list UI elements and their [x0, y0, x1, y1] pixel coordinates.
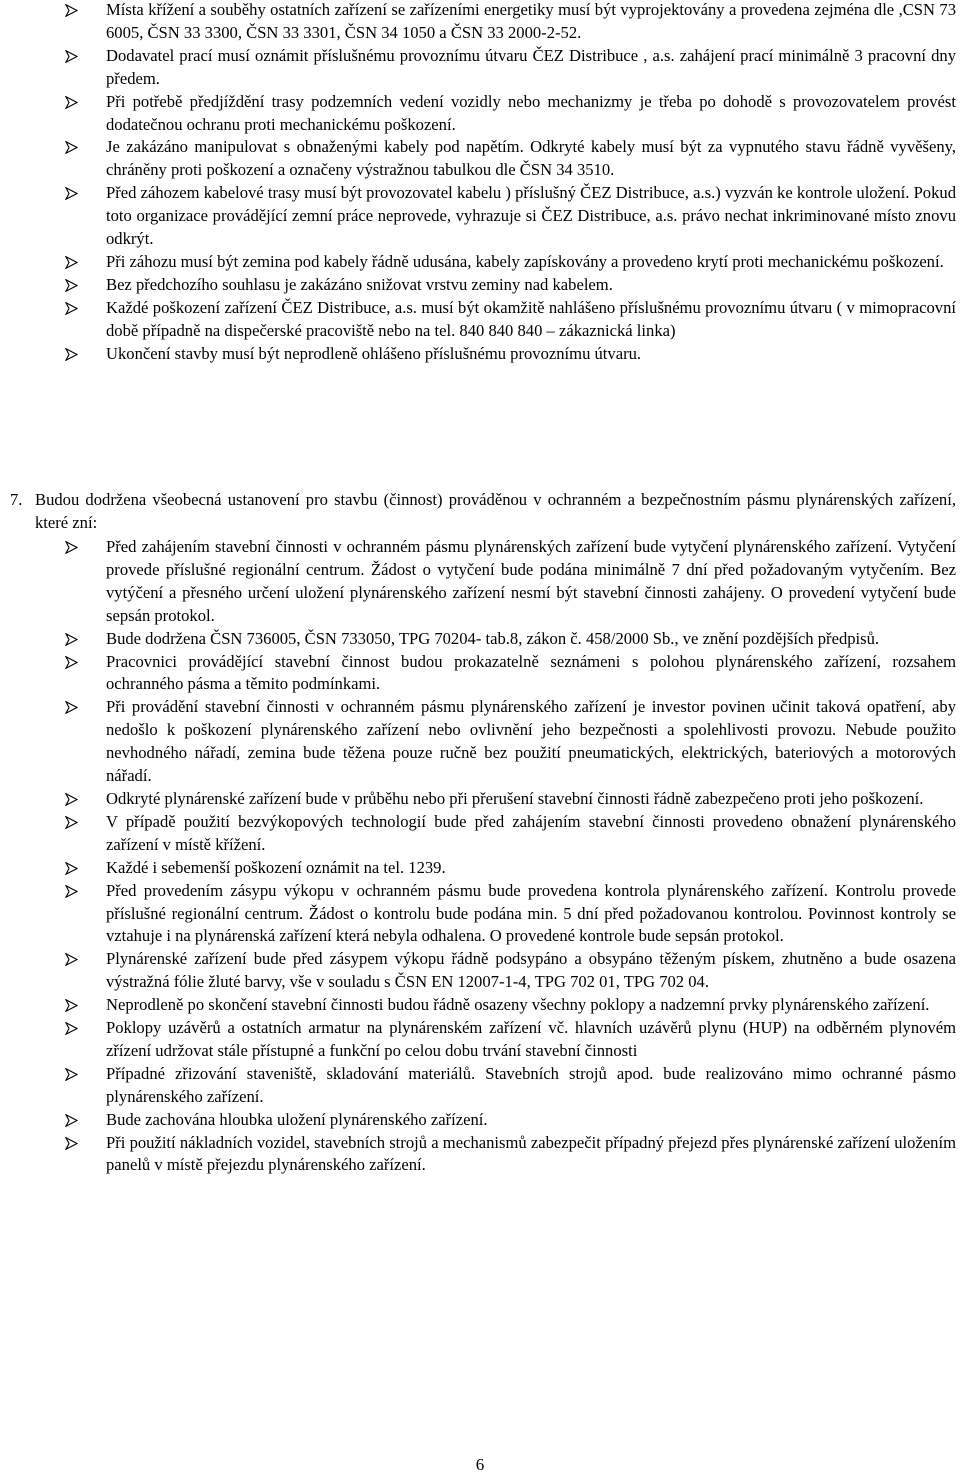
- list-item-text: Případné zřizování staveniště, skladování materiálů. Stavebních strojů apod. bude realizováno mimo ochranné pásmo plynárenského zařízení.: [106, 1063, 956, 1106]
- list-item-text: Pracovnici provádějící stavební činnost budou prokazatelně seznámeni s polohou plynárenského zařízení, rozsahem ochranného pásma a těmito podmínkami.: [106, 651, 956, 694]
- list-item-text: Bude zachována hloubka uložení plynárenského zařízení.: [106, 1109, 488, 1129]
- list-item-text: Bez předchozího souhlasu je zakázáno snižovat vrstvu zeminy nad kabelem.: [106, 274, 613, 294]
- list-item-text: Poklopy uzávěrů a ostatních armatur na plynárenském zařízení vč. hlavních uzávěrů plynu (HUP) na odběrném plynovém zřízení udržovat stále přístupné a funkční po celou dobu trvání stavební činnosti: [106, 1018, 956, 1060]
- arrowhead-bullet-icon: [65, 256, 78, 269]
- list-item-text: Bude dodržena ČSN 736005, ČSN 733050, TPG 70204- tab.8, zákon č. 458/2000 Sb., ve znění pozdějších předpisů.: [106, 628, 880, 648]
- arrowhead-bullet-icon: [65, 885, 78, 898]
- list-item-text: Každé i sebemenší poškození oznámit na tel. 1239.: [106, 857, 446, 877]
- arrowhead-bullet-icon: [65, 1137, 78, 1150]
- list-item-text: Při provádění stavební činnosti v ochranném pásmu plynárenského zařízení je investor povinen učinit taková opatření, aby nedošlo k poškození plynárenského zařízení nebo ovlivnění jeho bezpečnosti a spolehlivosti provozu. Nebude použito nevhodného nářadí, zemina bude těžena pouze ručně bez použití pneumatických, elektrických, bateriových a motorových nářadí.: [106, 697, 956, 786]
- list-item: [65, 857, 956, 880]
- list-item: [65, 811, 956, 857]
- list-item: [65, 1109, 956, 1132]
- arrowhead-bullet-icon: [65, 999, 78, 1012]
- arrowhead-bullet-icon: [65, 816, 78, 829]
- list-item: [65, 251, 956, 274]
- list-item-text: Je zakázáno manipulovat s obnaženými kabely pod napětím. Odkryté kabely musí být za vypnutého stavu řádně vyvěšeny, chráněny proti poškození a označeny výstražnou tabulkou dle ČSN 34 3510.: [106, 137, 956, 180]
- list-item-text: Před záhozem kabelové trasy musí být provozovatel kabelu ) příslušný ČEZ Distribuce, a.s.) vyzván ke kontrole uložení. Pokud toto organizace provádějící zemní práce neprovede, vyhrazuje si ČEZ Distribuce, a.s. právo nechat inkriminované místo znovu odkrýt.: [106, 183, 956, 249]
- list-item: [65, 45, 956, 91]
- list-item: [65, 1017, 956, 1063]
- list-item: [65, 136, 956, 182]
- list-item: [65, 91, 956, 137]
- arrowhead-bullet-icon: [65, 1114, 78, 1127]
- page-number: 6: [475, 1455, 485, 1474]
- list-item-text: Každé poškození zařízení ČEZ Distribuce, a.s. musí být okamžitě nahlášeno příslušnému provoznímu útvaru ( v mimopracovní době případně na dispečerské pracoviště nebo na tel. 840 840 840 – zákaznická linka): [106, 297, 956, 340]
- item-number: 7.: [10, 490, 23, 509]
- list-item-text: Místa křížení a souběhy ostatních zařízení se zařízeními energetiky musí být vyprojektovány a provedena zejména dle ,CSN 73 6005, ČSN 33 3300, ČSN 33 3301, ČSN 34 1050 a ČSN 33 2000-2-52.: [106, 0, 956, 42]
- arrowhead-bullet-icon: [65, 279, 78, 292]
- list-item: [65, 297, 956, 343]
- arrowhead-bullet-icon: [65, 302, 78, 315]
- list-item-text: Dodavatel prací musí oznámit příslušnému provoznímu útvaru ČEZ Distribuce , a.s. zahájení prací minimálně 3 pracovní dny předem.: [106, 45, 956, 88]
- list-item: [65, 880, 956, 949]
- list-item-text: Před provedením zásypu výkopu v ochranném pásmu bude provedena kontrola plynárenského zařízení. Kontrolu provede příslušné regionální centrum. Žádost o kontrolu bude podána min. 5 dní před požadovanou kontrolou. Povinnost kontroly se vztahuje i na plynárenská zařízení která nebyla odhalena. O provedené kontrole bude sepsán protokol.: [106, 880, 956, 946]
- list-item: [65, 274, 956, 297]
- list-item-text: V případě použití bezvýkopových technologií bude před zahájením stavební činnosti provedeno obnažení plynárenského zařízení v místě křížení.: [106, 811, 956, 854]
- list-item: [65, 1132, 956, 1178]
- arrowhead-bullet-icon: [65, 96, 78, 109]
- list-item: [65, 0, 956, 45]
- list-item-text: Před zahájením stavební činnosti v ochranném pásmu plynárenských zařízení bude vytyčení plynárenského zařízení. Vytyčení provede příslušné regionální centrum. Žádost o vytyčení bude podána minimálně 7 dní před požadovaným vytyčením. Bez vytýčení a přesného určení uložení plynárenského zařízení nesmí být stavební činnosti zahájeny. O provedení vytyčení bude sepsán protokol.: [106, 537, 956, 625]
- arrowhead-bullet-icon: [65, 793, 78, 806]
- arrowhead-bullet-icon: [65, 541, 78, 554]
- arrowhead-bullet-icon: [65, 348, 78, 361]
- list-item: [65, 182, 956, 251]
- arrowhead-bullet-icon: [65, 633, 78, 646]
- arrowhead-bullet-icon: [65, 141, 78, 154]
- list-item: [65, 696, 956, 788]
- arrowhead-bullet-icon: [65, 1022, 78, 1035]
- list-item: [65, 994, 956, 1017]
- arrowhead-bullet-icon: [65, 701, 78, 714]
- list-item: [65, 536, 956, 628]
- arrowhead-bullet-icon: [65, 656, 78, 669]
- arrowhead-bullet-icon: [65, 953, 78, 966]
- list-item-text: Při použití nákladních vozidel, stavebních strojů a mechanismů zabezpečit případný přejezd přes plynárenské zařízení uložením panelů v místě přejezdu plynárenského zařízení.: [106, 1132, 956, 1175]
- arrowhead-bullet-icon: [65, 1068, 78, 1081]
- list-item: [65, 651, 956, 697]
- list-item-text: Při záhozu musí být zemina pod kabely řádně udusána, kabely zapískovány a provedeno krytí proti mechanickému poškození.: [106, 251, 944, 271]
- item-text: Budou dodržena všeobecná ustanovení pro stavbu (činnost) prováděnou v ochranném a bezpečnostním pásmu plynárenských zařízení, které zní:: [35, 490, 956, 532]
- list-item: [65, 788, 956, 811]
- list-item-text: Plynárenské zařízení bude před zásypem výkopu řádně podsypáno a obsypáno těženým pískem, zhutněno a bude osazena výstražná fólie žluté barvy, vše v souladu s ČSN EN 12007-1-4, TPG 702 01, TPG 702 04.: [106, 949, 956, 992]
- arrowhead-bullet-icon: [65, 50, 78, 63]
- arrowhead-bullet-icon: [65, 187, 78, 200]
- list-item-text: Neprodleně po skončení stavební činnosti budou řádně osazeny všechny poklopy a nadzemní prvky plynárenského zařízení.: [106, 995, 930, 1015]
- bullet-list-gas: [65, 536, 956, 1177]
- list-item: [65, 343, 956, 366]
- list-item: [65, 948, 956, 994]
- list-item-text: Odkryté plynárenské zařízení bude v průběhu nebo při přerušení stavební činnosti řádně zabezpečeno proti jeho poškození.: [106, 788, 924, 808]
- arrowhead-bullet-icon: [65, 4, 78, 17]
- bullet-list-electrical: [65, 0, 956, 366]
- list-item: [65, 1063, 956, 1109]
- list-item-text: Při potřebě předjíždění trasy podzemních vedení vozidly nebo mechanizmy je třeba po dohodě s provozovatelem provést dodatečnou ochranu proti mechanickému poškození.: [106, 91, 956, 134]
- arrowhead-bullet-icon: [65, 862, 78, 875]
- numbered-item-7: [10, 489, 956, 535]
- list-item-text: Ukončení stavby musí být neprodleně ohlášeno příslušnému provoznímu útvaru.: [106, 343, 642, 363]
- list-item: [65, 628, 956, 651]
